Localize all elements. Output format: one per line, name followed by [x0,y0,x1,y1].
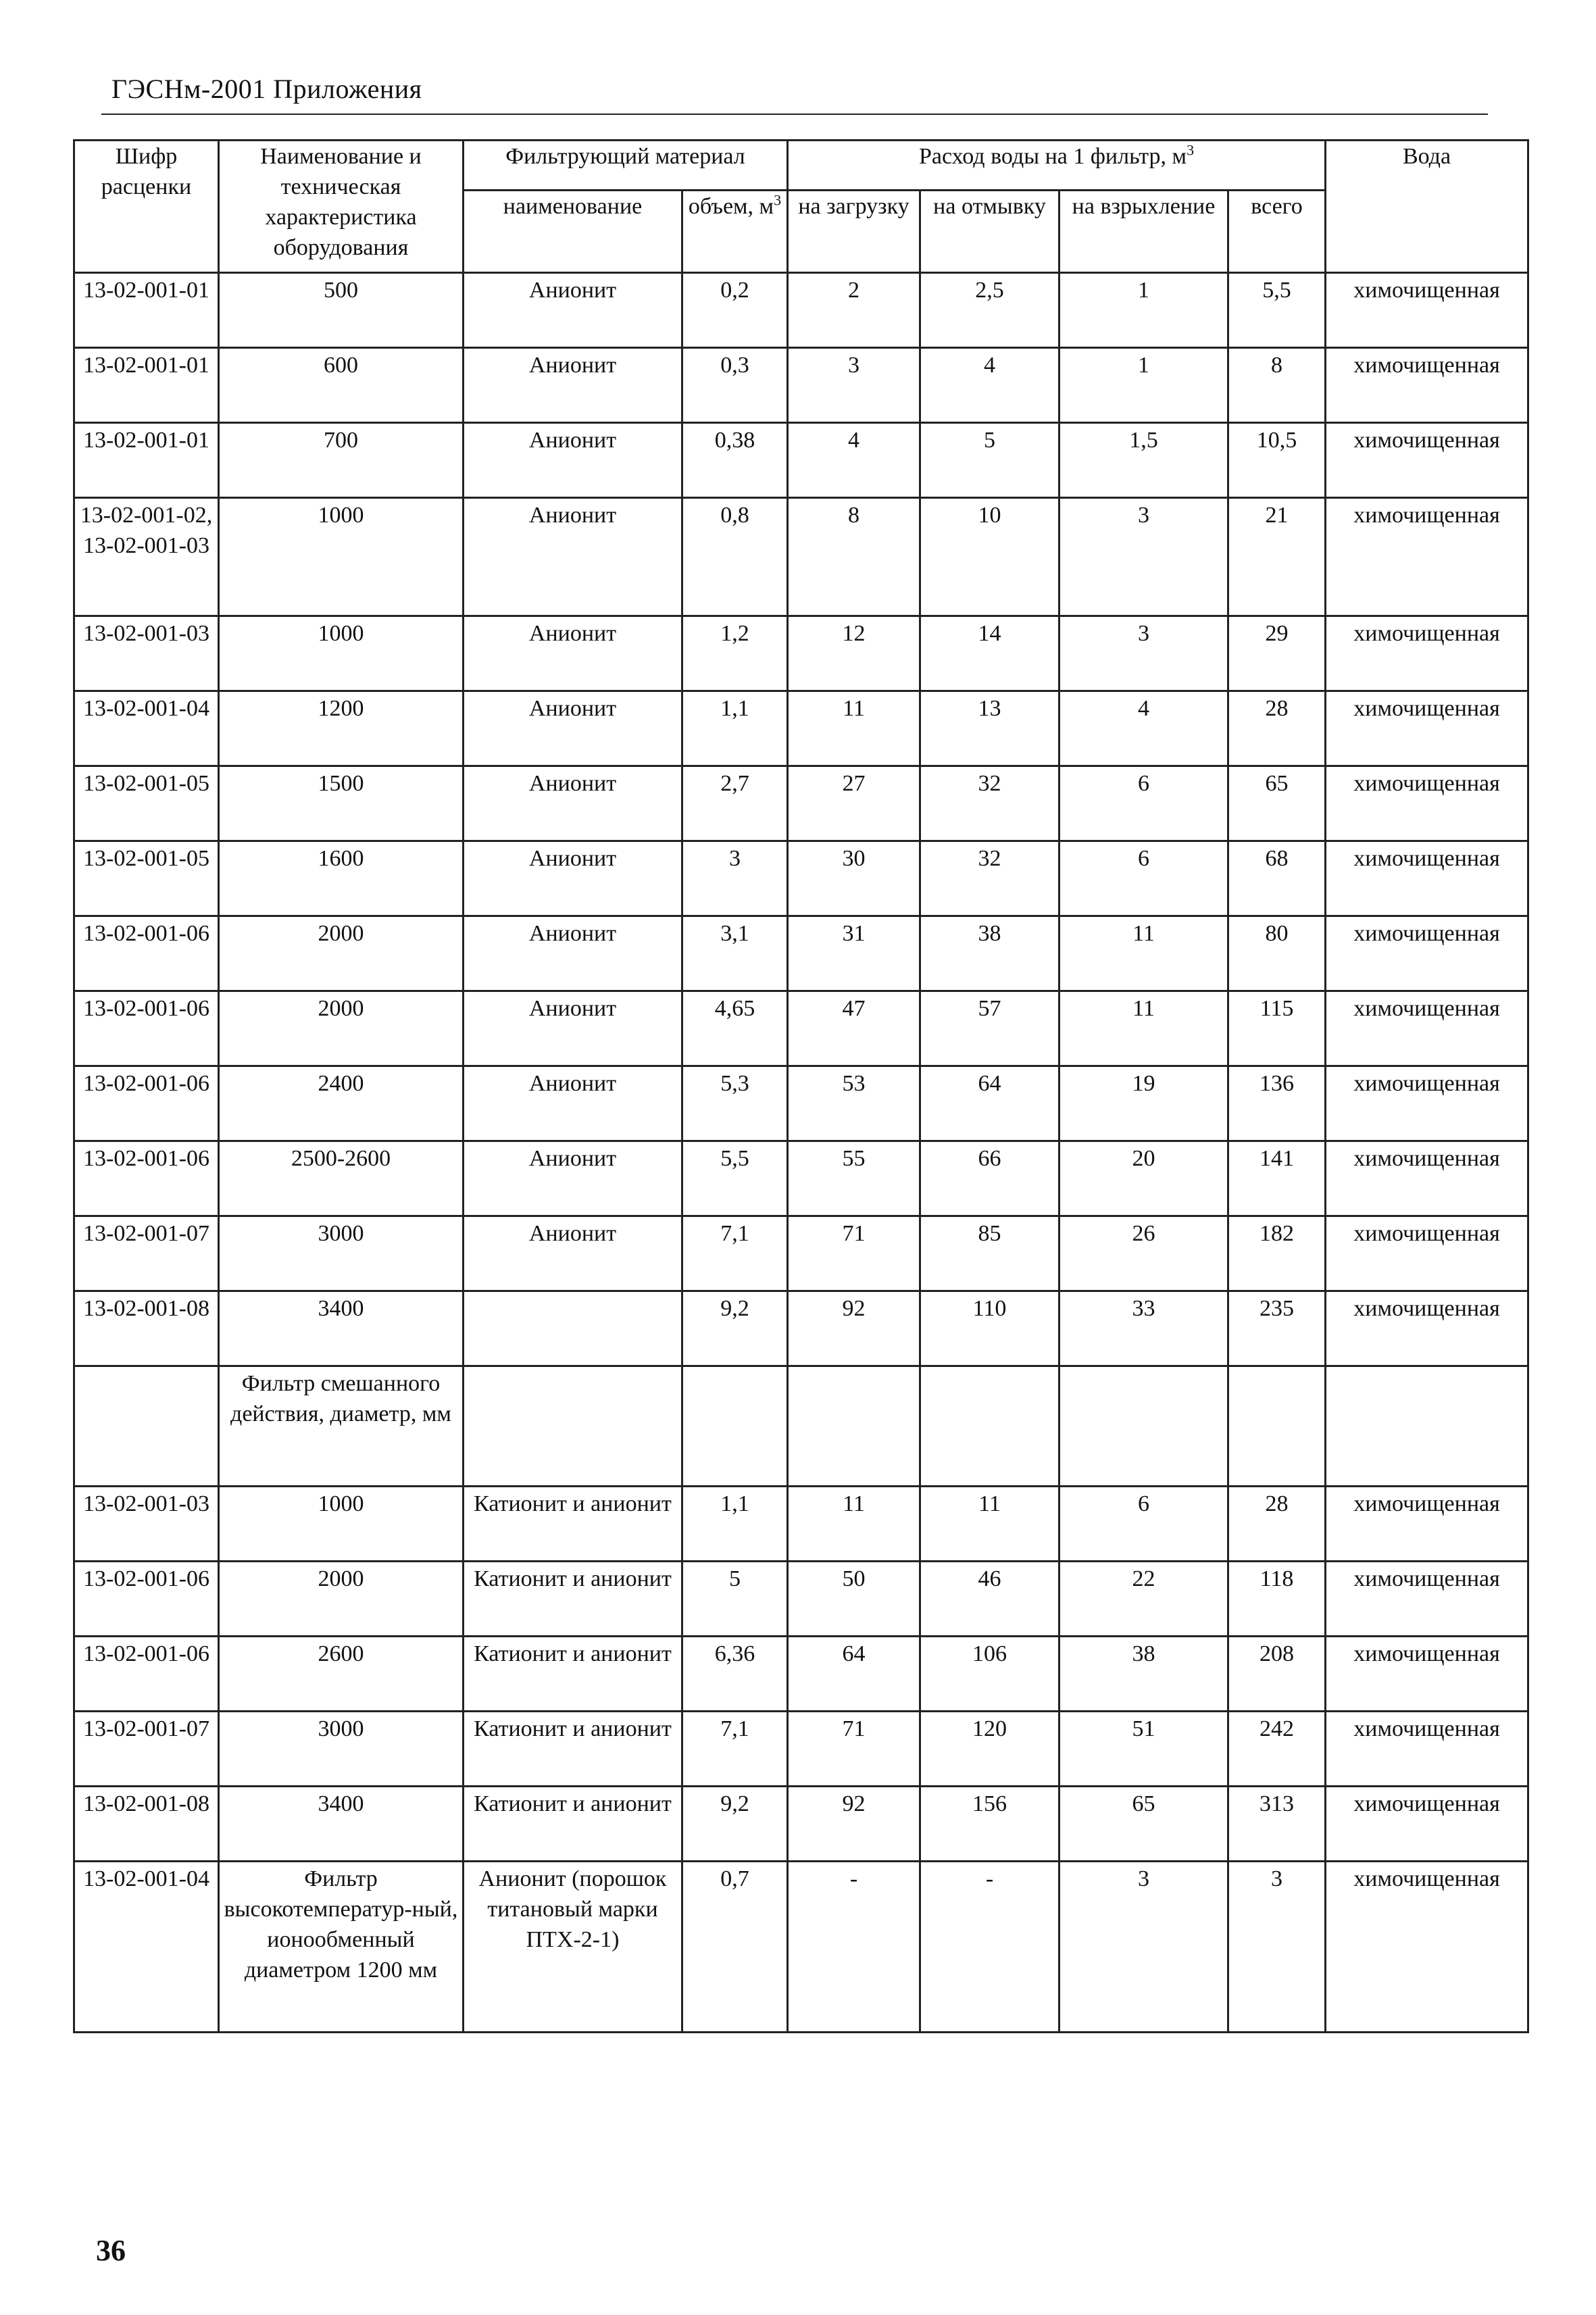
table-row [74,616,1528,691]
cell-water: химочищенная [1326,991,1528,1066]
table-row [74,498,1528,616]
cell-material [464,1366,682,1487]
cell-wash: 4 [920,348,1059,423]
cell-water: химочищенная [1326,1066,1528,1141]
table-row [74,1637,1528,1712]
cell-water: химочищенная [1326,1862,1528,2033]
table-row [74,273,1528,348]
header-wash: на отмывку [920,191,1059,273]
cell-material: Анионит [464,691,682,766]
table-row [74,1366,1528,1487]
cell-loosen: 65 [1059,1787,1228,1862]
cell-loosen: 11 [1059,991,1228,1066]
header-water-use-text: Расход воды на 1 фильтр, м [918,144,1187,169]
cell-name: 1600 [219,841,464,916]
cell-material: Анионит [464,1066,682,1141]
cell-wash: 32 [920,841,1059,916]
cell-volume [682,1366,788,1487]
cell-wash: - [920,1862,1059,2033]
cell-wash: 11 [920,1487,1059,1562]
cell-load: 71 [788,1216,920,1291]
cell-material: Анионит [464,1141,682,1216]
cell-name: 1000 [219,616,464,691]
cell-volume: 2,7 [682,766,788,841]
table-row [74,691,1528,766]
cell-loosen: 51 [1059,1712,1228,1787]
cell-name: Фильтр высокотемператур-ный, ионообменный диаметром 1200 мм [219,1862,464,2033]
table-row [74,916,1528,991]
cell-total: 115 [1228,991,1326,1066]
cell-volume: 9,2 [682,1787,788,1862]
cell-volume: 6,36 [682,1637,788,1712]
cell-loosen: 1,5 [1059,423,1228,498]
cell-water: химочищенная [1326,841,1528,916]
table-row [74,1216,1528,1291]
header-material-volume-text: объем, м [688,194,774,219]
cell-material: Анионит [464,348,682,423]
header-water: Вода [1326,141,1528,273]
cell-loosen [1059,1366,1228,1487]
cell-code: 13-02-001-05 [74,766,219,841]
header-code: Шифр расценки [74,141,219,273]
cell-wash: 5 [920,423,1059,498]
cell-code: 13-02-001-01 [74,423,219,498]
cell-name: 3000 [219,1216,464,1291]
cell-total [1228,1366,1326,1487]
cell-total: 68 [1228,841,1326,916]
water-consumption-table [73,139,1529,2033]
cell-water: химочищенная [1326,1787,1528,1862]
cell-water: химочищенная [1326,1141,1528,1216]
cell-code: 13-02-001-03 [74,616,219,691]
header-name: Наименование и техническая характеристика оборудования [219,141,464,273]
table-row [74,1141,1528,1216]
cell-code [74,1366,219,1487]
cell-name: 600 [219,348,464,423]
cell-material: Анионит [464,423,682,498]
cell-wash: 46 [920,1562,1059,1637]
cell-total: 118 [1228,1562,1326,1637]
cell-name: 3400 [219,1787,464,1862]
cell-name: 2600 [219,1637,464,1712]
cell-volume: 0,38 [682,423,788,498]
cell-loosen: 1 [1059,273,1228,348]
cell-volume: 5 [682,1562,788,1637]
cell-material: Анионит [464,916,682,991]
cell-name: 2000 [219,991,464,1066]
cell-code: 13-02-001-06 [74,1066,219,1141]
cell-wash: 57 [920,991,1059,1066]
cell-loosen: 38 [1059,1637,1228,1712]
cell-water [1326,1366,1528,1487]
cell-code: 13-02-001-06 [74,991,219,1066]
cell-water: химочищенная [1326,1487,1528,1562]
cell-water: химочищенная [1326,1637,1528,1712]
cell-volume: 5,3 [682,1066,788,1141]
cell-material: Анионит [464,273,682,348]
cell-code: 13-02-001-05 [74,841,219,916]
cell-wash: 38 [920,916,1059,991]
cell-load: 31 [788,916,920,991]
cell-code: 13-02-001-04 [74,691,219,766]
table-row [74,1562,1528,1637]
cell-load: 53 [788,1066,920,1141]
cell-loosen: 22 [1059,1562,1228,1637]
cell-load: 64 [788,1637,920,1712]
table-row [74,1291,1528,1366]
cell-code: 13-02-001-03 [74,1487,219,1562]
cell-name: 1200 [219,691,464,766]
cell-volume: 4,65 [682,991,788,1066]
cell-total: 21 [1228,498,1326,616]
header-water-use-sup: 3 [1187,141,1195,159]
cell-material: Катионит и анионит [464,1487,682,1562]
cell-wash: 66 [920,1141,1059,1216]
cell-water: химочищенная [1326,348,1528,423]
cell-load: 92 [788,1787,920,1862]
cell-name: 1000 [219,498,464,616]
cell-volume: 7,1 [682,1712,788,1787]
header-material-volume [682,191,788,273]
cell-total: 136 [1228,1066,1326,1141]
cell-load: 8 [788,498,920,616]
cell-loosen: 6 [1059,841,1228,916]
cell-volume: 0,2 [682,273,788,348]
cell-water: химочищенная [1326,423,1528,498]
cell-water: химочищенная [1326,1562,1528,1637]
cell-load: 4 [788,423,920,498]
header-loosen: на взрыхление [1059,191,1228,273]
cell-load: - [788,1862,920,2033]
cell-load: 3 [788,348,920,423]
cell-total: 29 [1228,616,1326,691]
page-number: 36 [96,2234,126,2267]
cell-code: 13-02-001-08 [74,1787,219,1862]
cell-water: химочищенная [1326,498,1528,616]
cell-loosen: 19 [1059,1066,1228,1141]
cell-load: 27 [788,766,920,841]
cell-wash: 110 [920,1291,1059,1366]
cell-code: 13-02-001-06 [74,916,219,991]
table-row [74,348,1528,423]
cell-volume: 7,1 [682,1216,788,1291]
cell-load: 50 [788,1562,920,1637]
cell-loosen: 4 [1059,691,1228,766]
cell-total: 65 [1228,766,1326,841]
cell-volume: 0,8 [682,498,788,616]
cell-material: Анионит [464,616,682,691]
table-row [74,991,1528,1066]
header-filter-material: Фильтрующий материал [464,141,788,191]
cell-loosen: 3 [1059,498,1228,616]
cell-load: 71 [788,1712,920,1787]
cell-load: 12 [788,616,920,691]
cell-total: 235 [1228,1291,1326,1366]
cell-wash: 2,5 [920,273,1059,348]
cell-code: 13-02-001-08 [74,1291,219,1366]
cell-loosen: 11 [1059,916,1228,991]
cell-wash: 10 [920,498,1059,616]
cell-name: 3000 [219,1712,464,1787]
header-water-use [788,141,1326,191]
cell-load: 2 [788,273,920,348]
table-row [74,841,1528,916]
cell-code: 13-02-001-06 [74,1562,219,1637]
cell-code: 13-02-001-02, 13-02-001-03 [74,498,219,616]
cell-material: Анионит [464,1216,682,1291]
cell-water: химочищенная [1326,273,1528,348]
cell-material: Катионит и анионит [464,1562,682,1637]
cell-loosen: 3 [1059,1862,1228,2033]
cell-name: Фильтр смешанного действия, диаметр, мм [219,1366,464,1487]
cell-total: 8 [1228,348,1326,423]
cell-total: 28 [1228,1487,1326,1562]
cell-volume: 3,1 [682,916,788,991]
cell-volume: 3 [682,841,788,916]
cell-loosen: 33 [1059,1291,1228,1366]
table-row [74,1862,1528,2033]
cell-wash: 14 [920,616,1059,691]
cell-code: 13-02-001-04 [74,1862,219,2033]
cell-code: 13-02-001-07 [74,1712,219,1787]
cell-material [464,1291,682,1366]
cell-code: 13-02-001-01 [74,348,219,423]
cell-material: Анионит [464,766,682,841]
cell-code: 13-02-001-07 [74,1216,219,1291]
header-divider [101,114,1488,115]
table-row [74,423,1528,498]
cell-water: химочищенная [1326,691,1528,766]
cell-load: 55 [788,1141,920,1216]
cell-material: Катионит и анионит [464,1787,682,1862]
cell-total: 313 [1228,1787,1326,1862]
cell-wash: 64 [920,1066,1059,1141]
cell-volume: 0,3 [682,348,788,423]
cell-name: 3400 [219,1291,464,1366]
cell-code: 13-02-001-06 [74,1637,219,1712]
cell-volume: 5,5 [682,1141,788,1216]
cell-name: 2000 [219,1562,464,1637]
cell-wash: 156 [920,1787,1059,1862]
cell-water: химочищенная [1326,1291,1528,1366]
table-row [74,1066,1528,1141]
cell-total: 242 [1228,1712,1326,1787]
cell-load: 11 [788,1487,920,1562]
cell-load: 47 [788,991,920,1066]
cell-total: 10,5 [1228,423,1326,498]
table-row [74,1787,1528,1862]
cell-material: Катионит и анионит [464,1712,682,1787]
cell-water: химочищенная [1326,616,1528,691]
cell-water: химочищенная [1326,1216,1528,1291]
cell-volume: 1,2 [682,616,788,691]
cell-total: 141 [1228,1141,1326,1216]
cell-wash [920,1366,1059,1487]
cell-code: 13-02-001-01 [74,273,219,348]
header-material-volume-sup: 3 [774,191,782,209]
cell-material: Анионит (порошок титановый марки ПТХ-2-1) [464,1862,682,2033]
table-row [74,766,1528,841]
cell-loosen: 3 [1059,616,1228,691]
cell-volume: 9,2 [682,1291,788,1366]
cell-name: 2000 [219,916,464,991]
table-body [74,273,1528,2033]
cell-volume: 1,1 [682,691,788,766]
cell-material: Катионит и анионит [464,1637,682,1712]
cell-total: 182 [1228,1216,1326,1291]
cell-name: 500 [219,273,464,348]
cell-material: Анионит [464,991,682,1066]
cell-name: 1000 [219,1487,464,1562]
cell-load [788,1366,920,1487]
cell-total: 3 [1228,1862,1326,2033]
cell-material: Анионит [464,841,682,916]
cell-code: 13-02-001-06 [74,1141,219,1216]
cell-name: 2500-2600 [219,1141,464,1216]
cell-total: 80 [1228,916,1326,991]
cell-name: 2400 [219,1066,464,1141]
header-load: на загрузку [788,191,920,273]
cell-load: 92 [788,1291,920,1366]
header-total: всего [1228,191,1326,273]
table-row [74,1712,1528,1787]
cell-material: Анионит [464,498,682,616]
cell-wash: 120 [920,1712,1059,1787]
header-material-name: наименование [464,191,682,273]
cell-wash: 106 [920,1637,1059,1712]
cell-total: 5,5 [1228,273,1326,348]
cell-wash: 32 [920,766,1059,841]
cell-name: 1500 [219,766,464,841]
cell-loosen: 1 [1059,348,1228,423]
cell-loosen: 6 [1059,766,1228,841]
cell-water: химочищенная [1326,1712,1528,1787]
cell-total: 28 [1228,691,1326,766]
cell-volume: 1,1 [682,1487,788,1562]
cell-total: 208 [1228,1637,1326,1712]
table-row [74,1487,1528,1562]
page-header: ГЭСНм-2001 Приложения [111,74,422,104]
cell-load: 30 [788,841,920,916]
cell-loosen: 20 [1059,1141,1228,1216]
cell-water: химочищенная [1326,766,1528,841]
cell-water: химочищенная [1326,916,1528,991]
cell-volume: 0,7 [682,1862,788,2033]
cell-loosen: 6 [1059,1487,1228,1562]
cell-wash: 85 [920,1216,1059,1291]
cell-loosen: 26 [1059,1216,1228,1291]
cell-load: 11 [788,691,920,766]
cell-name: 700 [219,423,464,498]
cell-wash: 13 [920,691,1059,766]
